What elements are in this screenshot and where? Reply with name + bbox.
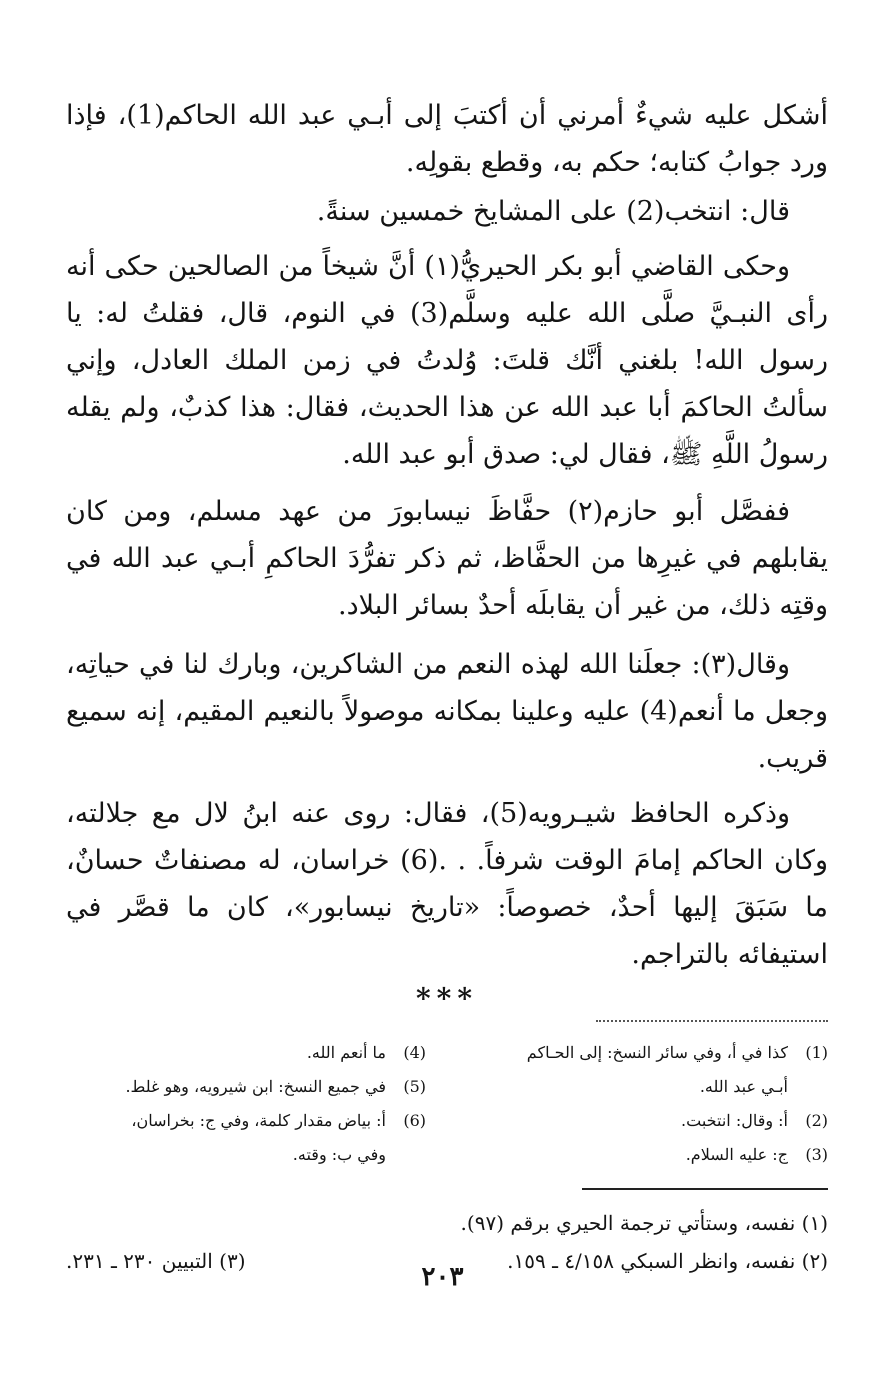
note-number: (1) bbox=[805, 1043, 828, 1062]
variant-note bbox=[468, 1104, 828, 1138]
variant-notes-divider bbox=[596, 1020, 828, 1022]
note-number bbox=[386, 1138, 426, 1172]
note-number: (4) bbox=[403, 1043, 426, 1062]
note-number bbox=[788, 1070, 828, 1104]
note-text: كذا في أ، وفي سائر النسخ: إلى الحـاكم bbox=[526, 1043, 788, 1062]
note-text: في جميع النسخ: ابن شيرويه، وهو غلط. bbox=[125, 1077, 386, 1096]
note-number: (6) bbox=[403, 1111, 426, 1130]
variant-notes-left-column bbox=[66, 1036, 426, 1172]
note-text: ما أنعم الله. bbox=[306, 1043, 386, 1062]
note-text: أ: بياض مقدار كلمة، وفي ج: بخراسان، bbox=[131, 1111, 386, 1130]
paragraph-2: قال: انتخب(2) على المشايخ خمسين سنةً. bbox=[316, 196, 790, 227]
source-notes-divider bbox=[582, 1188, 828, 1190]
note-text: وفي ب: وقته. bbox=[292, 1145, 386, 1164]
paragraph-3: وحكى القاضي أبو بكر الحيريُّ(١) أنَّ شيخاً من الصالحين حكى أنه رأى النبـيَّ صلَّى الله عليه وسلَّم(3) في النوم، قال، فقلتُ له: يا رسول الله! بلغني أنَّك قلتَ: وُلدتُ في زمن الملك العادل، وإني سألتُ الحاكمَ أبا عبد الله عن هذا الحديث، فقال: هذا كذبٌ، ولم يقله رسولُ اللَّهِ ﷺ، فقال لي: صدق أبو عبد الله. bbox=[66, 251, 829, 470]
paragraph-4: ففصَّل أبو حازم(٢) حفَّاظَ نيسابورَ من عهد مسلم، ومن كان يقابلهم في غيرِها من الحفَّاظ، ثم ذكر تفرُّدَ الحاكمِ أبـي عبد الله في وقتِه ذلك، من غير أن يقابلَه أحدٌ بسائر البلاد. bbox=[66, 496, 828, 621]
variant-note bbox=[468, 1138, 828, 1172]
variant-note bbox=[468, 1070, 828, 1104]
source-note-2: (٢) نفسه، وانظر السبكي ٤/١٥٨ ـ ١٥٩. bbox=[507, 1249, 828, 1273]
note-text: أ: وقال: انتخبت. bbox=[681, 1111, 788, 1130]
variant-note bbox=[468, 1036, 828, 1070]
variant-note bbox=[66, 1138, 426, 1172]
source-note-3: (٣) التبيين ٢٣٠ ـ ٢٣١. bbox=[66, 1249, 246, 1273]
variant-note bbox=[66, 1070, 426, 1104]
paragraph-6: وذكره الحافظ شيـرويه(5)، فقال: روى عنه ابنُ لال مع جلالته، وكان الحاكم إمامَ الوقت شرفاً. . .(6) خراسان، له مصنفاتٌ حسانٌ، ما سَبَقَ إليها أحدٌ، خصوصاً: «تاريخ نيسابور»، كان ما قصَّر في استيفائه بالتراجم. bbox=[66, 798, 828, 970]
source-note-1: (١) نفسه، وستأتي ترجمة الحيري برقم (٩٧). bbox=[460, 1211, 828, 1235]
variant-note bbox=[66, 1104, 426, 1138]
variant-notes bbox=[66, 1036, 828, 1172]
note-text: أبـي عبد الله. bbox=[699, 1077, 788, 1096]
note-number: (3) bbox=[805, 1145, 828, 1164]
variant-notes-right-column bbox=[468, 1036, 828, 1172]
note-number: (5) bbox=[403, 1077, 426, 1096]
source-note-row bbox=[66, 1204, 828, 1242]
paragraph-5: وقال(٣): جعلَنا الله لهذه النعم من الشاكرين، وبارك لنا في حياتِه، وجعل ما أنعم(4) عليه وعلينا بمكانه موصولاً بالنعيم المقيم، إنه سميع قريب. bbox=[66, 649, 828, 774]
note-number: (2) bbox=[805, 1111, 828, 1130]
page-body bbox=[66, 92, 828, 1280]
section-separator: *** bbox=[416, 982, 478, 1015]
page-number: ٢٠٣ bbox=[421, 1262, 464, 1292]
note-text: ج: عليه السلام. bbox=[685, 1145, 788, 1164]
paragraph-1: أشكل عليه شيءٌ أمرني أن أكتبَ إلى أبـي عبد الله الحاكم(1)، فإذا ورد جوابُ كتابه؛ حكم به، وقطع بقولِه. bbox=[66, 100, 828, 178]
variant-note bbox=[66, 1036, 426, 1070]
